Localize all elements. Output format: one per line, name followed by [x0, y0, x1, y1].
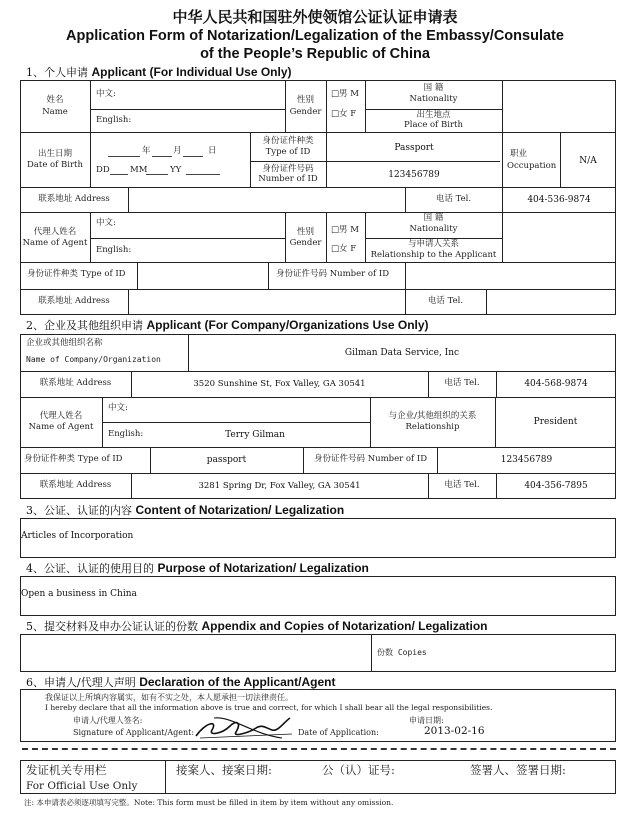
agent-id-number-label: 身份证件号码 Number of ID — [276, 269, 390, 279]
official-use-label-en: For Official Use Only — [26, 780, 138, 792]
company-name-value[interactable]: Gilman Data Service, Inc — [344, 348, 460, 358]
company-agent-tel-value[interactable]: 404-356-7895 — [524, 481, 588, 491]
company-agent-name-label-en: Name of Agent — [28, 422, 94, 432]
footer-note: 注: 本申请表必须逐项填写完整。Note: This form must be filled in item by item without any omission. — [24, 798, 394, 807]
receiver-date-field: 接案人、接案日期: — [176, 763, 272, 777]
nationality-label-cn: 国 籍 — [423, 83, 444, 93]
company-name-label-cn: 企业或其他组织名称 — [26, 338, 103, 348]
company-id-number-value[interactable]: 123456789 — [500, 455, 553, 465]
declaration-text-en: I hereby declare that all the information above is true and correct, for which I shall bear all the legal responsibilities. — [45, 703, 493, 712]
section2-heading-cn: 2、企业及其他组织申请 — [26, 319, 143, 332]
section1-heading — [26, 64, 292, 80]
agent-name-label-en: Name of Agent — [22, 238, 88, 248]
place-of-birth-label-en: Place of Birth — [404, 120, 463, 130]
company-agent-name-label-cn: 代理人姓名 — [39, 411, 83, 421]
agent-gender-male-checkbox[interactable]: □男 M — [331, 225, 359, 235]
section5-heading-en: Appendix and Copies of Notarization/ Legalization — [201, 619, 488, 633]
section2-heading — [26, 317, 429, 333]
company-agent-address-label: 联系地址 Address — [39, 480, 112, 490]
company-address-value[interactable]: 3520 Sunshine St, Fox Valley, GA 30541 — [193, 379, 366, 389]
company-id-type-label: 身份证件种类 Type of ID — [24, 454, 123, 464]
company-address-label: 联系地址 Address — [39, 378, 112, 388]
occupation-label-cn: 职业 — [510, 149, 528, 159]
company-agent-english-label: English: — [108, 429, 144, 439]
section2-heading-en: Applicant (For Company/Organizations Use Only) — [146, 318, 429, 332]
dob-yy-label: YY — [170, 165, 182, 175]
tel-label: 电话 Tel. — [435, 194, 472, 204]
form-title-chinese: 中华人民共和国驻外使领馆公证认证申请表 — [172, 8, 458, 26]
dob-day-label: 日 — [208, 146, 217, 156]
company-agent-english-value[interactable]: Terry Gilman — [225, 430, 285, 440]
dob-label-cn: 出生日期 — [37, 149, 72, 159]
section4-heading-cn: 4、公证、认证的使用目的 — [26, 562, 154, 575]
section5-heading-cn: 5、提交材料及申办公证认证的份数 — [26, 620, 198, 633]
signer-date-field: 签署人、签署日期: — [470, 763, 566, 777]
section6-heading — [26, 674, 335, 690]
dashed-separator — [22, 748, 616, 750]
agent-name-english-field[interactable]: English: — [96, 245, 132, 255]
application-date-label-en: Date of Application: — [298, 728, 379, 737]
company-id-type-value[interactable]: passport — [206, 455, 247, 465]
id-number-label-en: Number of ID — [258, 174, 318, 184]
id-number-value[interactable]: 123456789 — [388, 170, 440, 180]
id-type-label-en: Type of ID — [265, 147, 311, 157]
section3-heading-en: Content of Notarization/ Legalization — [135, 503, 345, 517]
agent-gender-label-en: Gender — [289, 238, 322, 248]
form-title-english-line2: of the People’s Republic of China — [200, 46, 430, 62]
certificate-number-field: 公（认）证号: — [322, 763, 395, 777]
agent-gender-label-cn: 性别 — [296, 227, 314, 237]
agent-address-label: 联系地址 Address — [38, 296, 110, 306]
company-relationship-label-cn: 与企业/其他组织的关系 — [388, 411, 477, 421]
gender-female-checkbox[interactable]: □女 F — [331, 109, 357, 119]
official-use-label-cn: 发证机关专用栏 — [26, 763, 107, 777]
signature-label-en: Signature of Applicant/Agent: — [73, 728, 195, 737]
dob-mm-label: MM — [130, 165, 148, 175]
company-agent-address-value[interactable]: 3281 Spring Dr, Fox Valley, GA 30541 — [198, 481, 361, 491]
agent-id-type-label: 身份证件种类 Type of ID — [27, 269, 126, 279]
relationship-label-en: Relationship to the Applicant — [370, 250, 497, 260]
dob-year-label: 年 — [142, 146, 151, 156]
signature-image[interactable] — [192, 712, 302, 742]
section3-heading-cn: 3、公证、认证的内容 — [26, 504, 132, 517]
section5-heading — [26, 618, 488, 634]
address-label: 联系地址 Address — [38, 194, 110, 204]
tel-value[interactable]: 404-536-9874 — [527, 195, 591, 205]
name-label-en: Name — [42, 107, 68, 117]
section1-heading-en: Applicant (For Individual Use Only) — [91, 65, 292, 79]
dob-label-en: Date of Birth — [27, 160, 83, 170]
place-of-birth-label-cn: 出生地点 — [416, 110, 451, 120]
appendix-box[interactable] — [20, 634, 616, 672]
company-id-number-label: 身份证件号码 Number of ID — [314, 454, 428, 464]
section3-heading — [26, 502, 344, 518]
dob-dd-label: DD — [96, 165, 110, 175]
name-label-cn: 姓名 — [46, 95, 64, 105]
purpose-value: Open a business in China — [21, 589, 137, 599]
content-value: Articles of Incorporation — [21, 531, 134, 541]
copies-label: 份数 Copies — [377, 648, 427, 657]
name-english-field[interactable]: English: — [96, 115, 132, 125]
section6-heading-en: Declaration of the Applicant/Agent — [139, 675, 336, 689]
company-agent-tel-label: 电话 Tel. — [444, 480, 480, 490]
agent-nationality-label-cn: 国 籍 — [423, 213, 444, 223]
occupation-value[interactable]: N/A — [579, 156, 597, 166]
gender-label-en: Gender — [289, 107, 322, 117]
signature-label-cn: 申请人/代理人签名: — [73, 716, 143, 725]
form-title-english-line1: Application Form of Notarization/Legalization of the Embassy/Consulate — [66, 28, 564, 44]
agent-name-label-cn: 代理人姓名 — [33, 227, 77, 237]
agent-gender-female-checkbox[interactable]: □女 F — [331, 244, 357, 254]
id-type-value[interactable]: Passport — [394, 143, 434, 153]
company-tel-label: 电话 Tel. — [444, 378, 480, 388]
company-tel-value[interactable]: 404-568-9874 — [524, 379, 588, 389]
dob-month-label: 月 — [173, 146, 182, 156]
agent-tel-label: 电话 Tel. — [427, 296, 464, 306]
agent-name-chinese-field[interactable]: 中文: — [96, 218, 116, 228]
occupation-label-en: Occupation — [507, 161, 557, 171]
company-name-label-en: Name of Company/Organization — [26, 355, 161, 364]
declaration-text-cn: 我保证以上所填内容属实，如有不实之处，本人愿承担一切法律责任。 — [45, 693, 293, 702]
application-date-label-cn: 申请日期: — [409, 716, 444, 725]
id-number-label-cn: 身份证件号码 — [262, 164, 314, 174]
nationality-label-en: Nationality — [409, 94, 458, 104]
agent-nationality-label-en: Nationality — [409, 224, 458, 234]
company-relationship-label-en: Relationship — [405, 422, 460, 432]
company-agent-chinese-field[interactable]: 中文: — [108, 403, 128, 413]
relationship-label-cn: 与申请人关系 — [407, 239, 459, 249]
gender-label-cn: 性别 — [296, 95, 314, 105]
section6-heading-cn: 6、申请人/代理人声明 — [26, 676, 136, 689]
section4-heading-en: Purpose of Notarization/ Legalization — [157, 561, 369, 575]
section4-heading — [26, 560, 369, 576]
company-relationship-value[interactable]: President — [533, 417, 578, 427]
application-date-value[interactable]: 2013-02-16 — [424, 725, 485, 737]
id-type-label-cn: 身份证件种类 — [262, 136, 314, 146]
section1-heading-cn: 1、个人申请 — [26, 66, 88, 79]
name-chinese-field[interactable]: 中文: — [96, 89, 116, 99]
gender-male-checkbox[interactable]: □男 M — [331, 89, 359, 99]
